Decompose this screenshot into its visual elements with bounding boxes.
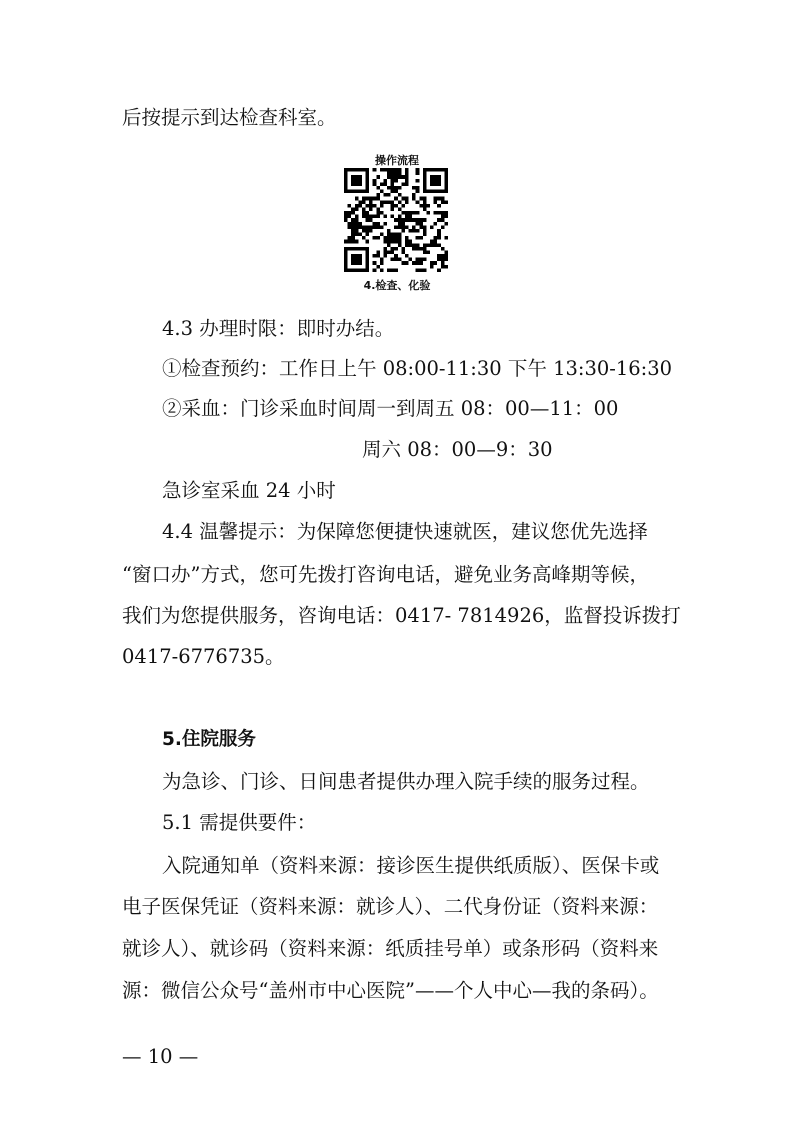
- section-5-1-line-1: 入院通知单（资料来源：接诊医生提供纸质版）、医保卡或: [162, 854, 660, 877]
- section-5-1-line-4: 源：微信公众号“盖州市中心医院”——个人中心—我的条码）。: [122, 979, 659, 1002]
- section-5-1-line-3: 就诊人）、就诊码（资料来源：纸质挂号单）或条形码（资料来: [122, 937, 659, 960]
- qr-caption: 4.检查、化验: [363, 279, 431, 292]
- section-4-3-item-3: 急诊室采血 24 小时: [162, 479, 336, 502]
- page-number: — 10 —: [122, 1045, 199, 1068]
- section-5-1-line-2: 电子医保凭证（资料来源：就诊人）、二代身份证（资料来源：: [122, 895, 659, 918]
- section-4-3-item-1: ①检查预约：工作日上午 08:00-11:30 下午 13:30-16:30: [162, 357, 673, 380]
- qr-code-icon: [344, 168, 448, 272]
- intro-line: 后按提示到达检查科室。: [122, 106, 337, 129]
- section-5-description: 为急诊、门诊、日间患者提供办理入院手续的服务过程。: [162, 770, 650, 793]
- section-4-4-line-3: 我们为您提供服务，咨询电话：0417- 7814926，监督投诉拨打: [122, 604, 681, 627]
- qr-title: 操作流程: [375, 154, 419, 167]
- section-4-3-item-2-cont: 周六 08：00—9：30: [362, 438, 553, 461]
- section-4-3-item-2: ②采血：门诊采血时间周一到周五 08：00—11：00: [162, 397, 619, 420]
- section-4-4-line-2: “窗口办”方式，您可先拨打咨询电话，避免业务高峰期等候，: [122, 563, 649, 586]
- section-4-4-line-4: 0417-6776735。: [122, 645, 285, 668]
- section-4-3-heading: 4.3 办理时限：即时办结。: [162, 317, 395, 340]
- section-5-1-heading: 5.1 需提供要件：: [162, 811, 317, 834]
- section-5-heading: 5.住院服务: [162, 729, 256, 750]
- section-4-4-line-1: 4.4 温馨提示：为保障您便捷快速就医，建议您优先选择: [162, 520, 648, 543]
